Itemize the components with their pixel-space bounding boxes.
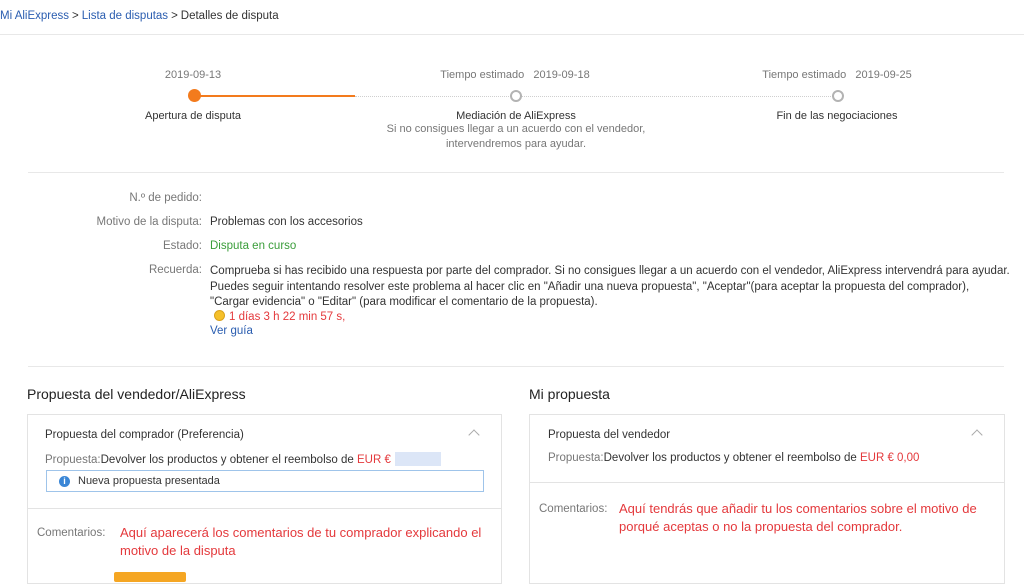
clock-emoji-icon xyxy=(214,310,225,321)
step-date-value: 2019-09-25 xyxy=(855,69,912,81)
breadcrumb-current: Detalles de disputa xyxy=(180,10,279,22)
panel-divider xyxy=(530,482,1004,483)
timeline-step-mediation xyxy=(420,69,610,81)
timeline-step-end xyxy=(742,69,932,81)
buyer-comments-text: Aquí aparecerá los comentarios de tu comprador explicando el motivo de la disputa xyxy=(120,525,482,558)
my-proposal-title: Mi propuesta xyxy=(529,386,610,402)
refund-amount: EUR € xyxy=(356,454,391,466)
action-button[interactable] xyxy=(114,572,186,582)
timeline-step-end-label xyxy=(757,110,917,122)
proposal-row xyxy=(548,452,919,464)
proposal-text: Devolver los productos y obtener el reembolso de xyxy=(603,452,860,464)
proposal-label: Propuesta: xyxy=(548,452,604,464)
step-pending-dot xyxy=(832,90,844,102)
order-number-label: N.º de pedido: xyxy=(129,192,202,204)
timeline-pending-line xyxy=(355,96,513,97)
notice-text: Nueva propuesta presentada xyxy=(78,475,220,487)
timeline-step-opening xyxy=(143,69,243,81)
step-label: Fin de las negociaciones xyxy=(776,110,898,122)
timeline-pending-line xyxy=(520,96,833,97)
step-label: Apertura de disputa xyxy=(144,110,241,122)
remember-label: Recuerda: xyxy=(148,264,202,276)
comments-label: Comentarios: xyxy=(539,503,608,515)
timeline-step-opening-label xyxy=(113,110,273,122)
breadcrumb-separator: > xyxy=(171,10,178,22)
seller-proposal-title: Propuesta del vendedor/AliExpress xyxy=(27,386,246,402)
countdown-text: 1 días 3 h 22 min 57 s, xyxy=(229,311,346,323)
refund-amount: EUR € 0,00 xyxy=(859,452,920,464)
breadcrumb-home-link[interactable]: Mi AliExpress xyxy=(0,10,70,22)
proposal-label: Propuesta: xyxy=(45,454,101,466)
breadcrumb xyxy=(0,10,279,22)
step-pending-dot xyxy=(510,90,522,102)
redacted-amount xyxy=(395,452,441,466)
timeline-step-mediation-label xyxy=(366,110,666,152)
proposal-text: Devolver los productos y obtener el reembolso de xyxy=(100,454,357,466)
remember-text: Comprueba si has recibido una respuesta por parte del comprador. Si no consigues llegar a un acuerdo con el vendedor, AliExpress intervendrá para ayudar. Puedes seguir intentando resolver este problema al hacer clic en "Añadir una nueva propuesta", "Aceptar"(para aceptar la propuesta del comprador), "Cargar evidencia" o "Editar" (para modificar el comentario de la propuesta). xyxy=(210,265,1010,308)
status-label: Estado: xyxy=(163,240,202,252)
info-icon: i xyxy=(59,476,70,487)
step-active-dot xyxy=(188,89,201,102)
proposal-row xyxy=(45,452,441,466)
seller-proposal-heading: Propuesta del vendedor xyxy=(548,429,671,441)
step-date-prefix: Tiempo estimado xyxy=(762,69,847,81)
step-date xyxy=(420,69,610,81)
step-date xyxy=(742,69,932,81)
section-divider xyxy=(28,366,1004,367)
view-guide-link[interactable]: Ver guía xyxy=(210,325,253,337)
step-description: Si no consigues llegar a un acuerdo con el vendedor, xyxy=(386,123,646,135)
timeline-progress-line xyxy=(198,95,355,97)
new-proposal-notice xyxy=(46,470,484,492)
panel-divider xyxy=(28,508,501,509)
step-description: intervendremos para ayudar. xyxy=(445,138,587,150)
breadcrumb-dispute-list-link[interactable]: Lista de disputas xyxy=(81,10,169,22)
step-label: Mediación de AliExpress xyxy=(456,110,576,122)
dispute-reason-value: Problemas con los accesorios xyxy=(210,216,363,228)
step-date-value: 2019-09-18 xyxy=(533,69,590,81)
status-value: Disputa en curso xyxy=(210,240,297,252)
buyer-proposal-heading: Propuesta del comprador (Preferencia) xyxy=(45,429,244,441)
step-date: 2019-09-13 xyxy=(164,69,222,81)
breadcrumb-separator: > xyxy=(72,10,79,22)
section-divider xyxy=(28,172,1004,173)
top-bar xyxy=(0,0,1024,35)
countdown-timer xyxy=(214,310,345,323)
dispute-reason-label: Motivo de la disputa: xyxy=(96,216,202,228)
seller-comments-text: Aquí tendrás que añadir tu los comentarios sobre el motivo de porqué aceptas o no la propuesta del comprador. xyxy=(619,501,977,534)
step-date-prefix: Tiempo estimado xyxy=(440,69,525,81)
comments-label: Comentarios: xyxy=(37,527,106,539)
